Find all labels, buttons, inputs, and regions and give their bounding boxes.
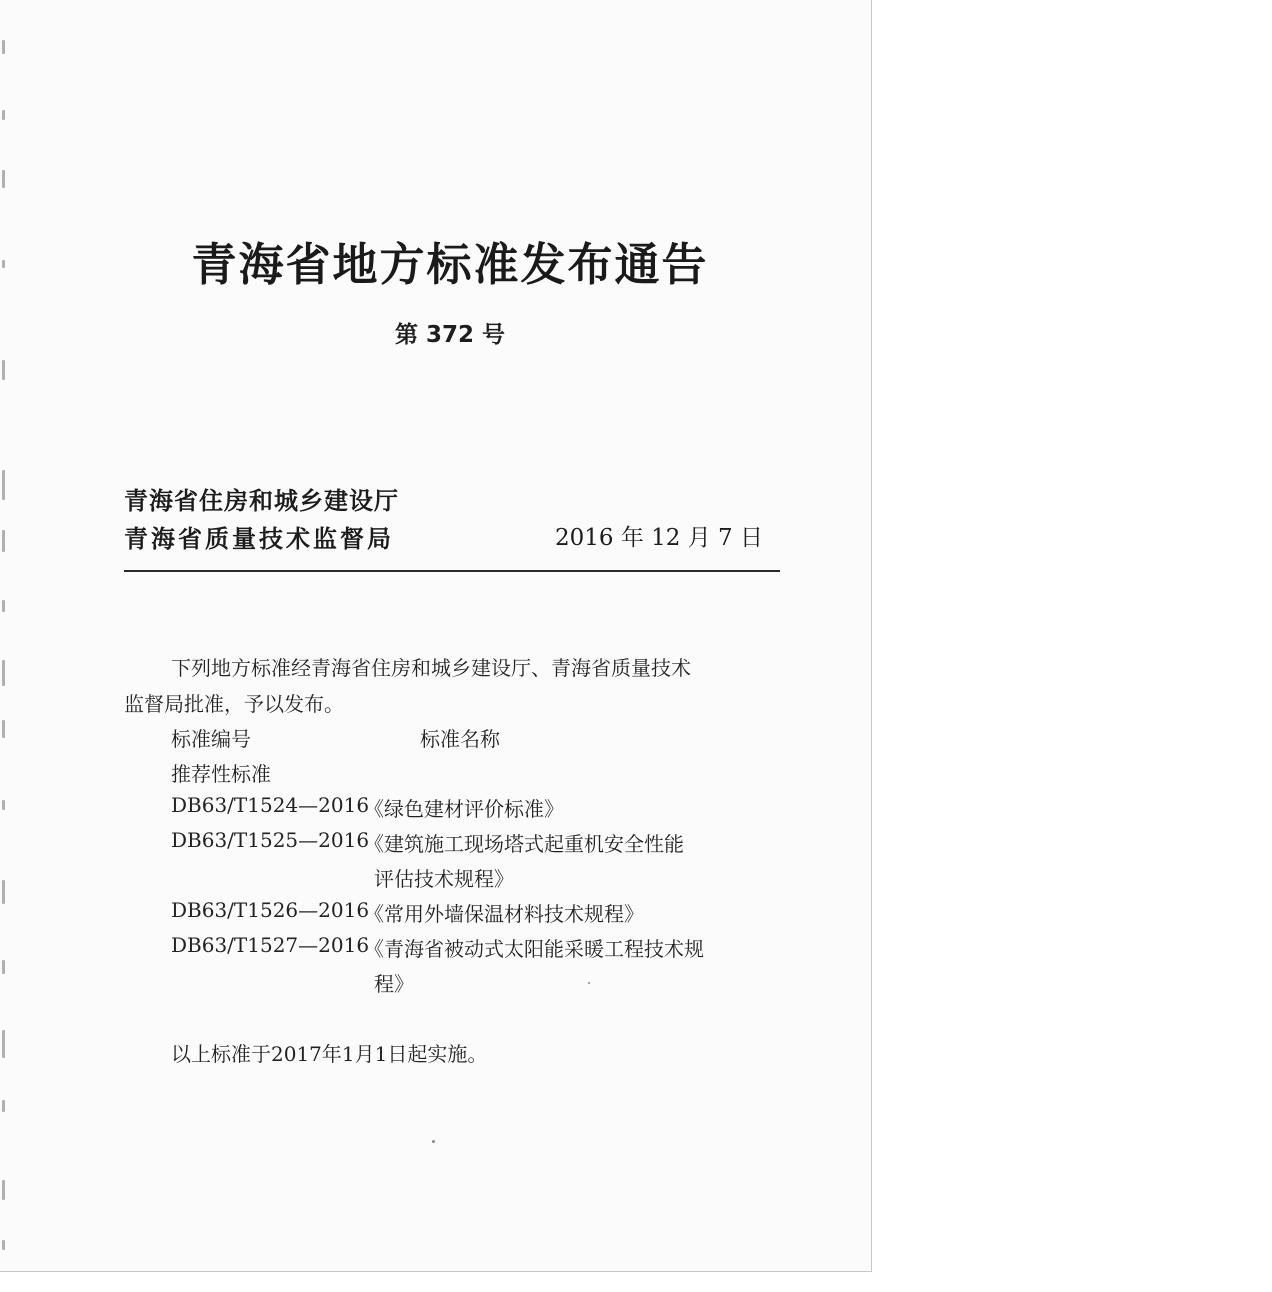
header-divider xyxy=(124,570,780,572)
intro-paragraph-line-2: 监督局批准，予以发布。 xyxy=(124,692,344,716)
scan-speck xyxy=(432,1140,435,1143)
standard-category: 推荐性标准 xyxy=(171,762,271,786)
standard-name: 《常用外墙保温材料技术规程》 xyxy=(364,902,644,926)
standard-name: 《绿色建材评价标准》 xyxy=(364,797,564,821)
standard-name-continuation: 评估技术规程》 xyxy=(374,867,514,891)
notice-title: 青海省地方标准发布通告 xyxy=(191,238,709,291)
standard-code: DB63/T1527—2016 xyxy=(171,933,370,957)
column-header-name: 标准名称 xyxy=(420,727,500,751)
issuer-quality-bureau: 青海省质量技术监督局 xyxy=(124,525,394,553)
issuer-housing-department: 青海省住房和城乡建设厅 xyxy=(124,487,399,515)
standard-name: 《建筑施工现场塔式起重机安全性能 xyxy=(364,832,684,856)
effective-date-statement: 以上标准于2017年1月1日起实施。 xyxy=(171,1042,488,1066)
issue-number: 第 372 号 xyxy=(394,322,506,348)
standard-code: DB63/T1525—2016 xyxy=(171,828,370,852)
standard-name-continuation: 程》 xyxy=(374,972,414,996)
intro-paragraph-line-1: 下列地方标准经青海省住房和城乡建设厅、青海省质量技术 xyxy=(171,656,691,680)
standard-code: DB63/T1524—2016 xyxy=(171,793,370,817)
standard-code: DB63/T1526—2016 xyxy=(171,898,370,922)
standard-name: 《青海省被动式太阳能采暖工程技术规 xyxy=(364,937,704,961)
scan-speck xyxy=(588,982,590,984)
scan-edge-marks xyxy=(0,0,12,1272)
issue-date: 2016 年 12 月 7 日 xyxy=(555,525,763,551)
column-header-code: 标准编号 xyxy=(171,727,251,751)
